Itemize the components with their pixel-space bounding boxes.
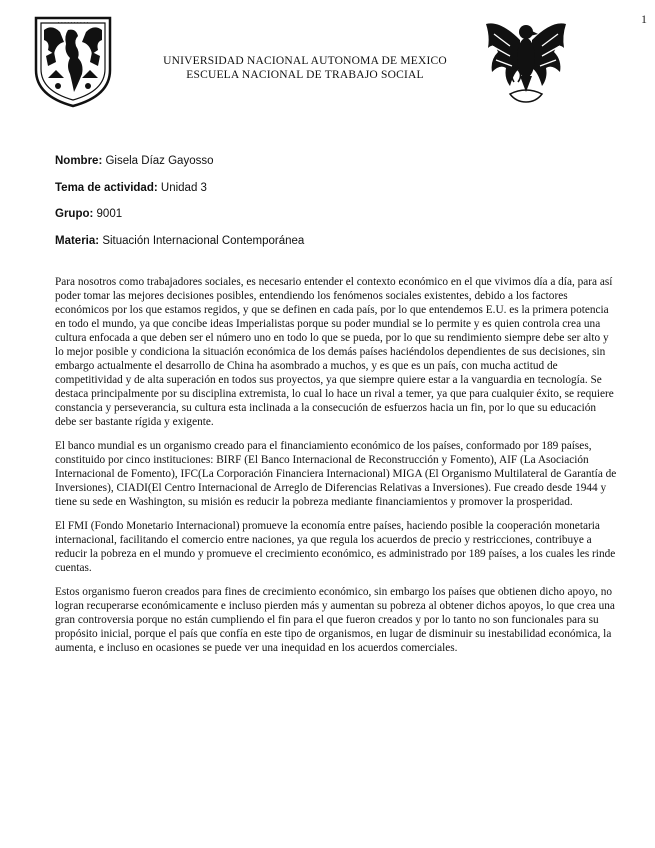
field-nombre (55, 154, 304, 181)
essay-body (55, 275, 620, 665)
school-name: ESCUELA NACIONAL DE TRABAJO SOCIAL (186, 69, 424, 81)
paragraph: El banco mundial es un organismo creado para el financiamiento económico de los países, conformado por 189 países, constituido por cinco instituciones: BIRF (El Banco Internacional de Reconstrucción y Fomento), AIF (La Asociación Internacional de Fomento), IFC(La Corporación Financiera Internacional) MIGA (El Organismo Multilateral de Garantía de Inversiones), CIADI(El Centro Internacional de Arreglo de Diferencias Relativas a Inversiones). Fue creado desde 1944 y tiene su sede en Washington, su misión es reducir la pobreza mediante financiamientos y promover la prosperidad. (55, 440, 617, 508)
student-info (55, 154, 304, 260)
field-value: Unidad 3 (160, 181, 207, 194)
paragraph: Estos organismo fueron creados para fines de crecimiento económico, sin embargo los países que obtienen dicho apoyo, no logran recuperarse económicamente e incluso pierden más y aumentan su pobreza al obtener dichos apoyos, lo que crea una gran controversia porque no están cumpliendo el fin para el que fueron creados y por lo tanto no son funcionales para su propósito inicial, porque el país que confía en este tipo de organismos, en lugar de disminuir su inestabilidad económica, la aumenta, e incluso en ocasiones se puede ver una inequidad en los acuerdos comerciales. (55, 586, 615, 654)
mexican-eagle-emblem-icon (480, 12, 572, 110)
svg-text:· · · · · · · · · ·: · · · · · · · · · · (57, 20, 89, 26)
field-grupo (55, 207, 304, 234)
header-title (130, 54, 480, 82)
paragraph: El FMI (Fondo Monetario Internacional) promueve la economía entre países, haciendo posible la cooperación monetaria internacional, facilitando el comercio entre naciones, ya que regula los acuerdos de precio y restricciones, contribuye a reducir la pobreza en el mundo y promueve el crecimiento económico, es administrado por 189 países, a los cuales les rinde cuentas. (55, 520, 616, 574)
paragraph: Para nosotros como trabajadores sociales, es necesario entender el contexto económico en el que vivimos día a día, para así poder tomar las mejores decisiones posibles, entendiendo los fenómenos sociales existentes, debido a los factores económicos por los que estamos regidos, y que se definen en cada país, por lo que entendemos E.U. es la primera potencia en todo el mundo, ya que concibe ideas Imperialistas porque su poder mundial se lo permite y es quien controla crea una cultura enfocada a que deben ser el número uno en todo lo que se pueda, por lo que su rendimiento siempre debe ser alto y lo mejor posible y condiciona la situación económica de los demás países haciéndolos dependientes de sus decisiones, sin embargo actualmente el desarrollo de China ha asombrado a muchos, y es que es un país, con mucha actitud de competitividad y de alta superación en todos sus proyectos, ya que siempre quiere estar a la vanguardia en tecnología. Se destaca principalmente por su disciplina extremista, lo cual lo hace un rival a temer, ya que para cualquier éxito, se requiere constancia y perseverancia, su cultura esta inclinada a la consecución de esfuerzos hacia un fin, por lo que su educación debe ser bastante rígida y exigente. (55, 276, 614, 428)
university-name: UNIVERSIDAD NACIONAL AUTONOMA DE MEXICO (163, 55, 447, 67)
field-label: Materia: (55, 234, 100, 247)
field-tema (55, 181, 304, 208)
field-materia (55, 234, 304, 261)
field-value: 9001 (96, 208, 123, 220)
unam-crest-icon (28, 12, 118, 108)
page-number: 1 (641, 12, 647, 26)
field-label: Grupo: (55, 208, 94, 220)
field-label: Tema de actividad: (55, 181, 158, 194)
field-value: Situación Internacional Contemporánea (102, 234, 305, 247)
field-label: Nombre: (55, 155, 103, 167)
field-value: Gisela Díaz Gayosso (105, 155, 214, 167)
